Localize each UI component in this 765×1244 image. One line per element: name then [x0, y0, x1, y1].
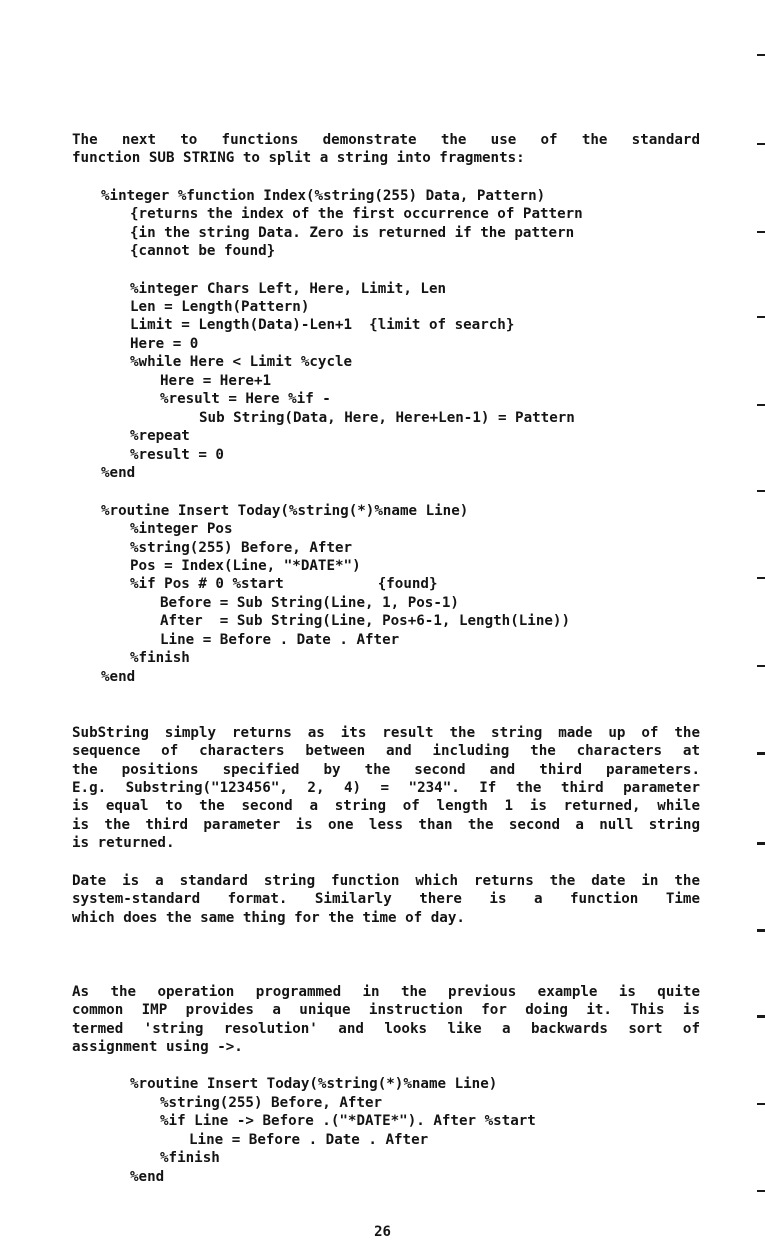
code-line: %integer Chars Left, Here, Limit, Len [130, 281, 447, 297]
paragraph-line: the positions specified by the second and third parameters. [72, 762, 700, 778]
page-number: 26 [374, 1224, 391, 1240]
edge-mark [757, 1190, 765, 1192]
code-line: %integer Pos [130, 521, 233, 537]
code-line: %if Pos # 0 %start {found} [130, 576, 438, 592]
code-line: Pos = Index(Line, "*DATE*") [130, 558, 361, 574]
paragraph-line: is equal to the second a string of length 1 is returned, while [72, 798, 700, 814]
intro-line: function SUB STRING to split a string into fragments: [72, 150, 525, 166]
paragraph-line: which does the same thing for the time of day. [72, 910, 465, 926]
code-line: Sub String(Data, Here, Here+Len-1) = Pattern [199, 410, 575, 426]
edge-mark [757, 577, 765, 579]
code-line: %end [101, 669, 136, 685]
code-line: After = Sub String(Line, Pos+6-1, Length(Line)) [160, 613, 570, 629]
code-line: {in the string Data. Zero is returned if the pattern [130, 225, 575, 241]
code-line: %end [101, 465, 136, 481]
paragraph-line: is returned. [72, 835, 175, 851]
edge-mark [757, 490, 765, 492]
intro-line: The next to functions demonstrate the use of the standard [72, 132, 700, 148]
code-line: %finish [160, 1150, 220, 1166]
code-line: %integer %function Index(%string(255) Data, Pattern) [101, 188, 546, 204]
code-line: %finish [130, 650, 190, 666]
paragraph-line: As the operation programmed in the previous example is quite [72, 984, 700, 1000]
paragraph-line: E.g. Substring("123456", 2, 4) = "234". If the third parameter [72, 780, 700, 796]
code-line: Here = 0 [130, 336, 199, 352]
paragraph-line: sequence of characters between and including the characters at [72, 743, 700, 759]
code-line: %while Here < Limit %cycle [130, 354, 353, 370]
edge-mark [757, 143, 765, 145]
paragraph-line: is the third parameter is one less than the second a null string [72, 817, 700, 833]
edge-mark [757, 665, 765, 667]
code-line: Line = Before . Date . After [189, 1132, 429, 1148]
code-line: %string(255) Before, After [130, 540, 353, 556]
code-line: %repeat [130, 428, 190, 444]
code-line: %routine Insert Today(%string(*)%name Line) [130, 1076, 498, 1092]
paragraph-line: Date is a standard string function which returns the date in the [72, 873, 700, 889]
edge-mark [757, 316, 765, 318]
edge-mark [757, 842, 765, 845]
paragraph-line: system-standard format. Similarly there is a function Time [72, 891, 700, 907]
edge-mark [757, 231, 765, 233]
edge-mark [757, 1015, 765, 1018]
code-line: Line = Before . Date . After [160, 632, 400, 648]
code-line: Before = Sub String(Line, 1, Pos-1) [160, 595, 459, 611]
edge-mark [757, 752, 765, 755]
edge-mark [757, 404, 765, 406]
code-line: Here = Here+1 [160, 373, 272, 389]
paragraph-line: termed 'string resolution' and looks like a backwards sort of [72, 1021, 700, 1037]
code-line: {returns the index of the first occurrence of Pattern [130, 206, 583, 222]
code-line: %routine Insert Today(%string(*)%name Line) [101, 503, 469, 519]
edge-mark [757, 1103, 765, 1105]
paragraph-line: common IMP provides a unique instruction for doing it. This is [72, 1002, 700, 1018]
paragraph-line: assignment using ->. [72, 1039, 243, 1055]
code-line: %result = 0 [130, 447, 224, 463]
code-line: {cannot be found} [130, 243, 276, 259]
edge-mark [757, 54, 765, 56]
code-line: %result = Here %if - [160, 391, 331, 407]
code-line: %end [130, 1169, 165, 1185]
code-line: %string(255) Before, After [160, 1095, 383, 1111]
edge-mark [757, 929, 765, 932]
code-line: Limit = Length(Data)-Len+1 {limit of search} [130, 317, 515, 333]
code-line: Len = Length(Pattern) [130, 299, 310, 315]
code-line: %if Line -> Before .("*DATE*"). After %start [160, 1113, 536, 1129]
paragraph-line: SubString simply returns as its result the string made up of the [72, 725, 700, 741]
